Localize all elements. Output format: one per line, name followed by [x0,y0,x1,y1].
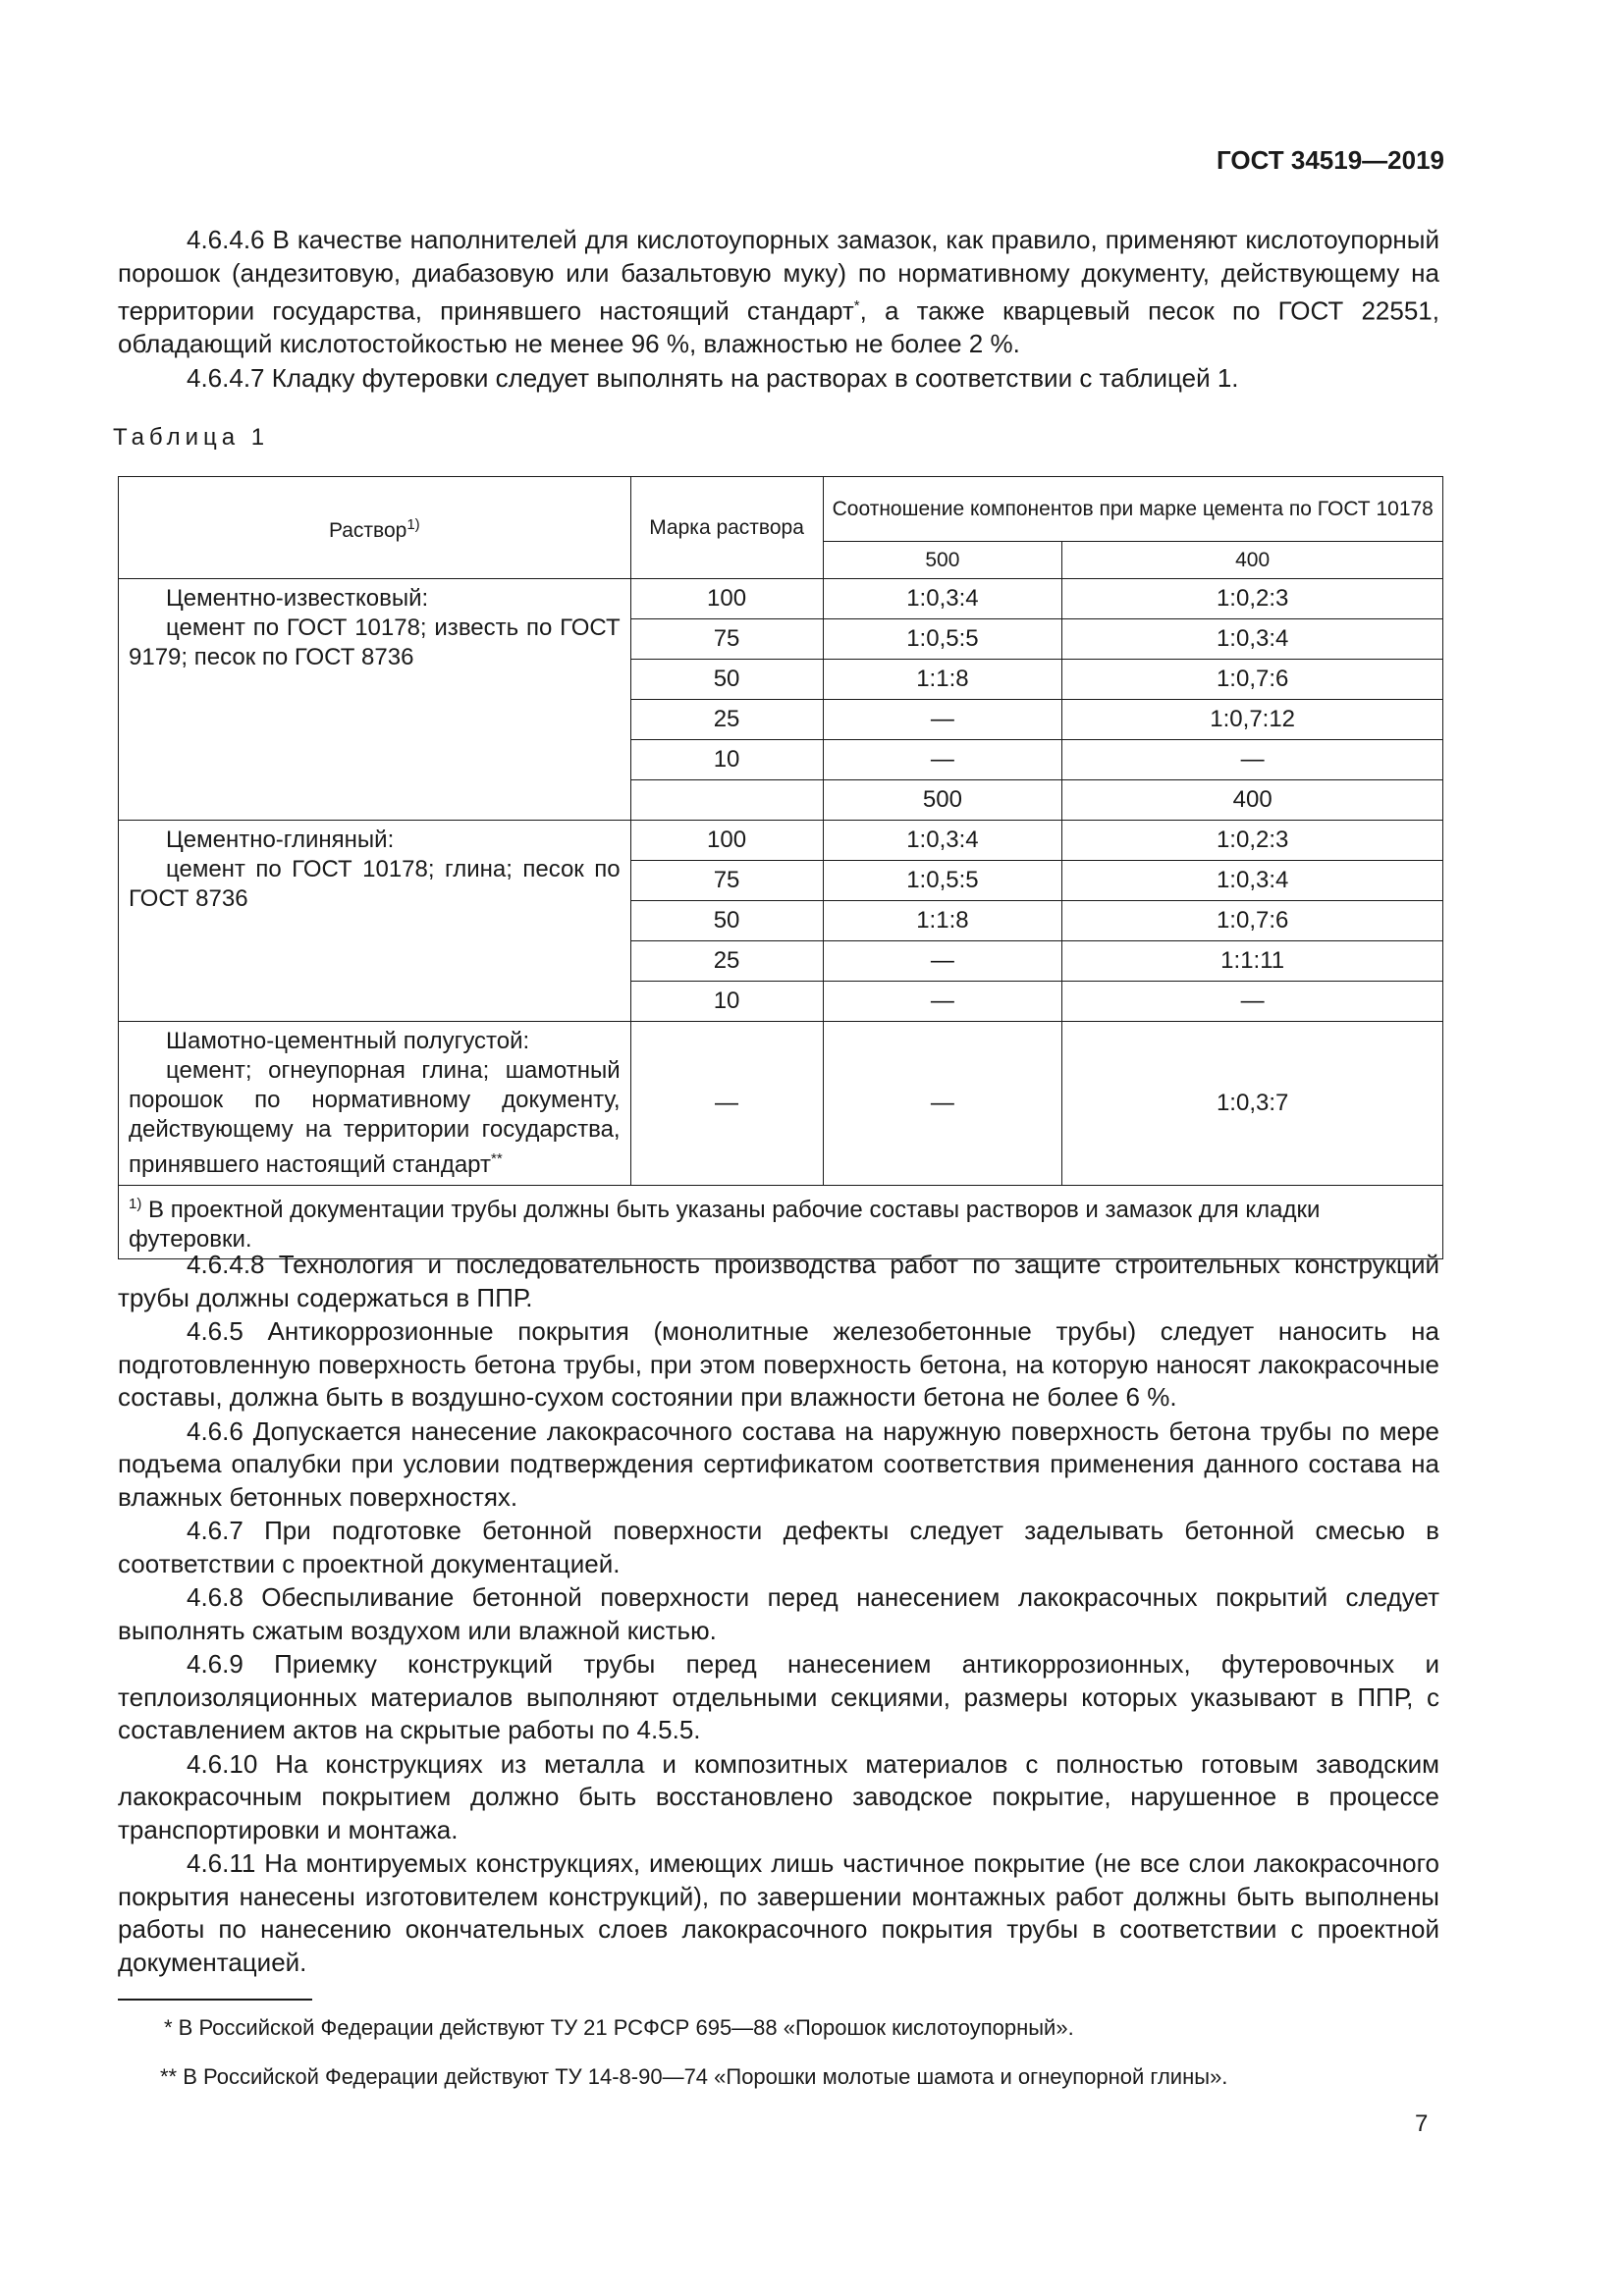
intro-section [118,224,1439,395]
paragraph-4-6-7: 4.6.7 При подготовке бетонной поверхности дефекты следует заделывать бетонной смесью в соответствии с проектной документацией. [118,1516,1439,1578]
grade-cell: 25 [630,941,823,982]
mortar-title: Шамотно-цементный полугустой: [166,1028,530,1054]
ratio-400-cell: 1:0,2:3 [1062,579,1443,619]
paragraph-4-6-11: 4.6.11 На монтируемых конструкциях, имеющих лишь частичное покрытие (не все слои лакокрасочного покрытия нанесены изготовителем конструкций), по завершении монтажных работ должны быть выполнены работы по нанесению окончательных слоев лакокрасочного покрытия трубы в соответствии с проектной документацией. [118,1848,1439,1977]
ratio-500-cell: 1:1:8 [823,901,1062,941]
grade-cell: 10 [630,740,823,780]
ratio-500-cell: — [823,700,1062,740]
ratio-500-cell: — [823,982,1062,1022]
page-header-standard: ГОСТ 34519—2019 [1217,145,1444,175]
ratio-400-cell: 1:0,7:6 [1062,660,1443,700]
grade-cell: 50 [630,901,823,941]
paragraph-4-6-4-7: 4.6.4.7 Кладку футеровки следует выполнять на растворах в соответствии с таблицей 1. [187,362,1239,393]
ratio-400-cell: 1:0,3:4 [1062,619,1443,660]
ratio-400-cell: 1:1:11 [1062,941,1443,982]
ratio-400-cell: 400 [1062,780,1443,821]
table-row [119,821,1443,861]
page-number: 7 [1415,2110,1429,2137]
ratio-500-cell: 1:0,5:5 [823,861,1062,901]
footnote-1: * В Российской Федерации действуют ТУ 21 РСФСР 695—88 «Порошок кислотоупорный». [164,2015,1074,2040]
mortar-description [119,579,631,821]
footnote-mark: * [853,297,860,314]
ratio-500-cell: 1:0,3:4 [823,821,1062,861]
grade-cell: 100 [630,579,823,619]
grade-cell [630,780,823,821]
paragraph-4-6-9: 4.6.9 Приемку конструкций трубы перед нанесением антикоррозионных, футеровочных и теплоизоляционных материалов выполняют отдельными секциями, размеры которых указывают в ППР, с составлением актов на скрытые работы по 4.5.5. [118,1649,1439,1744]
mortar-table [118,476,1443,1259]
table-caption: Таблица 1 [113,424,270,451]
ratio-400-cell: 1:0,3:7 [1062,1022,1443,1186]
mortar-description [119,1022,631,1186]
ratio-400-cell: 1:0,3:4 [1062,861,1443,901]
paragraph-4-6-8: 4.6.8 Обеспыливание бетонной поверхности перед нанесением лакокрасочных покрытий следует выполнять сжатым воздухом или влажной кистью. [118,1582,1439,1645]
paragraph-4-6-4-6: 4.6.4.6 В качестве наполнителей для кислотоупорных замазок, как правило, применяют кислотоупорный порошок (андезитовую, диабазовую или базальтовую муку) по нормативному документу, действующему на территории государства, принявшего настоящий стандарт*, а также кварцевый песок по ГОСТ 22551, обладающий кислотостойкостью не менее 96 %, влажностью не более 2 %. [118,225,1439,359]
grade-cell: 75 [630,861,823,901]
grade-cell: 75 [630,619,823,660]
ratio-400-cell: 1:0,7:6 [1062,901,1443,941]
grade-cell: 10 [630,982,823,1022]
footnote-divider [118,1999,312,2001]
mortar-title: Цементно-известковый: [166,585,429,612]
ratio-500-cell: 1:1:8 [823,660,1062,700]
ratio-500-cell: 1:0,5:5 [823,619,1062,660]
table-row [119,1022,1443,1186]
mortar-title: Цементно-глиняный: [166,827,395,853]
header-mortar: Раствор$^{1)}$ [119,477,631,579]
header-cement-500: 500 [823,542,1062,579]
ratio-500-cell: 500 [823,780,1062,821]
mortar-description [119,821,631,1022]
header-cement-400: 400 [1062,542,1443,579]
table-note: $^{1)}$ В проектной документации трубы должны быть указаны рабочие составы растворов и замазок для кладки футеровки. [119,1186,1443,1259]
ratio-400-cell: 1:0,2:3 [1062,821,1443,861]
ratio-400-cell: — [1062,982,1443,1022]
paragraph-4-6-10: 4.6.10 На конструкциях из металла и композитных материалов с полностью готовым заводским лакокрасочным покрытием должно быть восстановлено заводское покрытие, нарушенное в процессе транспортировки и монтажа. [118,1748,1439,1844]
grade-cell: 25 [630,700,823,740]
ratio-400-cell: — [1062,740,1443,780]
grade-cell: — [630,1022,823,1186]
paragraph-4-6-6: 4.6.6 Допускается нанесение лакокрасочного состава на наружную поверхность бетона трубы по мере подъема опалубки при условии подтверждения сертификатом соответствия применения данного состава на влажных бетонных поверхностях. [118,1415,1439,1512]
ratio-500-cell: 1:0,3:4 [823,579,1062,619]
grade-cell: 50 [630,660,823,700]
mortar-composition: цемент; огнеупорная глина; шамотный порошок по нормативному документу, действующему на территории государства, принявшего настоящий стандарт** [129,1057,621,1178]
ratio-400-cell: 1:0,7:12 [1062,700,1443,740]
mortar-composition: цемент по ГОСТ 10178; известь по ГОСТ 9179; песок по ГОСТ 8736 [129,614,621,670]
paragraph-4-6-5: 4.6.5 Антикоррозионные покрытия (монолитные железобетонные трубы) следует наносить на подготовленную поверхность бетона трубы, при этом поверхность бетона, на которую наносят лакокрасочные составы, должна быть в воздушно-сухом состоянии при влажности бетона не более 6 %. [118,1316,1439,1412]
header-mortar-grade: Марка раствора [630,477,823,579]
paragraph-4-6-4-8: 4.6.4.8 Технология и последовательность производства работ по защите строительных конструкций трубы должны содержаться в ППР. [118,1250,1439,1312]
ratio-500-cell: — [823,1022,1062,1186]
ratio-500-cell: — [823,740,1062,780]
footnote-mark: ** [490,1150,503,1167]
grade-cell: 100 [630,821,823,861]
header-component-ratio: Соотношение компонентов при марке цемента по ГОСТ 10178 [823,477,1443,542]
footnote-2: ** В Российской Федерации действуют ТУ 14-8-90—74 «Порошки молотые шамота и огнеупорной глины». [160,2064,1228,2089]
body-paragraphs [118,1249,1439,1979]
ratio-500-cell: — [823,941,1062,982]
table-row [119,579,1443,619]
mortar-composition: цемент по ГОСТ 10178; глина; песок по ГОСТ 8736 [129,856,621,912]
